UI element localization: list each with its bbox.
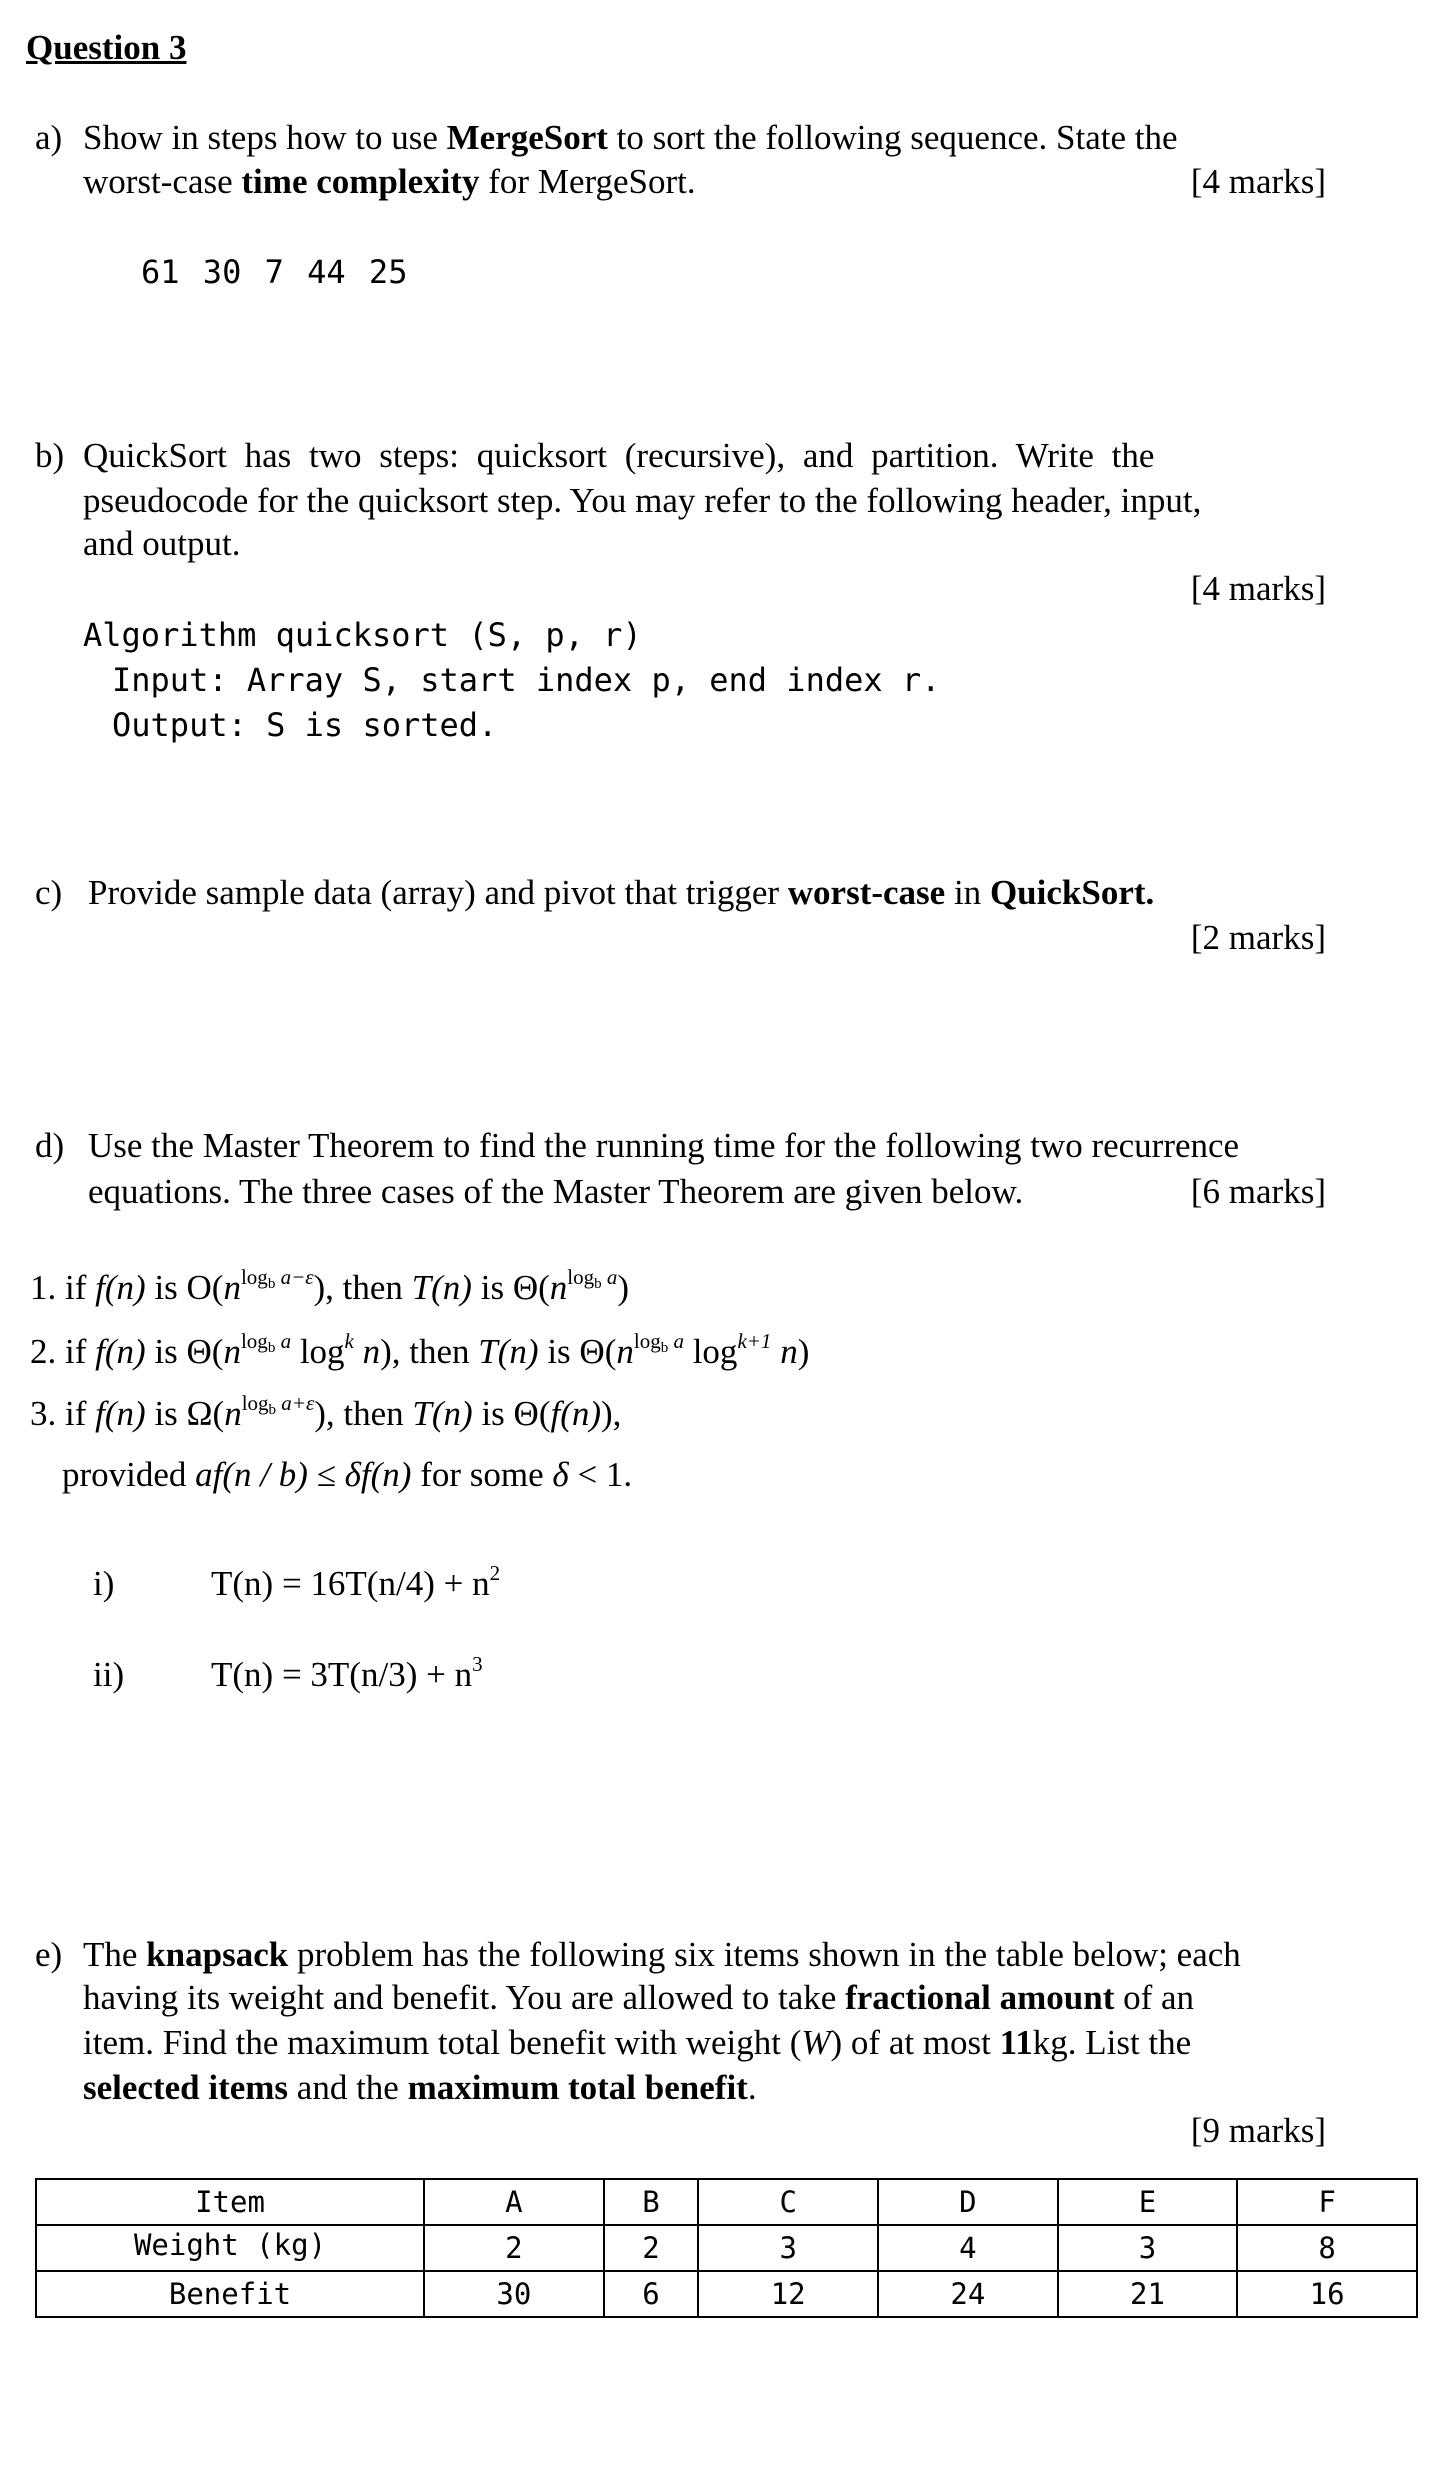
t: of an	[1114, 1978, 1195, 2017]
t: a	[668, 1329, 684, 1353]
t: kg. List the	[1032, 2023, 1192, 2062]
part-b-line3: and output.	[83, 524, 241, 563]
t: n	[223, 1332, 241, 1371]
table-header: F	[1237, 2179, 1417, 2225]
table-cell: 24	[878, 2271, 1058, 2317]
t: log	[240, 1329, 268, 1353]
table-row	[36, 2179, 1417, 2225]
t: log	[241, 1391, 269, 1415]
part-e-marks: [9 marks]	[1190, 2111, 1326, 2150]
part-c-marks: [2 marks]	[1190, 918, 1326, 957]
t: is Θ(	[472, 1394, 551, 1433]
t: W	[801, 2023, 831, 2062]
t: b	[660, 1340, 669, 1356]
table-cell: 2	[424, 2225, 604, 2271]
t: is Θ(	[471, 1268, 550, 1307]
t: n	[224, 1394, 242, 1433]
part-a-marks: [4 marks]	[1190, 162, 1326, 201]
t: a	[601, 1265, 618, 1289]
equation-label: i)	[93, 1564, 115, 1603]
table-cell: 16	[1237, 2271, 1417, 2317]
t: problem has the following six items shown in the table below; each	[288, 1935, 1241, 1974]
bold-text: MergeSort	[446, 118, 608, 157]
t: T(n) = 16T(n/4) + n	[211, 1564, 490, 1603]
t: T(n) = 3T(n/3) + n	[211, 1655, 473, 1694]
t: 3. if	[30, 1394, 96, 1433]
t: af(n / b) ≤ δf(n)	[195, 1455, 412, 1494]
table-cell: 3	[698, 2225, 878, 2271]
table-header: A	[424, 2179, 604, 2225]
table-cell: 3	[1058, 2225, 1238, 2271]
t: )	[617, 1268, 629, 1307]
t: is Θ(	[538, 1332, 617, 1371]
bold-text: 11	[999, 2023, 1033, 2062]
t: ), then	[380, 1332, 479, 1371]
t: item. Find the maximum total benefit with weight (	[83, 2023, 802, 2062]
sequence: 61 30 7 44 25	[141, 253, 408, 291]
code-line: Output: S is sorted.	[112, 706, 498, 744]
t: b	[268, 1402, 277, 1418]
master-case-3	[30, 1392, 621, 1436]
t: ), then	[314, 1394, 413, 1433]
bold-text: worst-case	[787, 873, 946, 912]
t: f(n)	[95, 1332, 146, 1371]
bold-text: knapsack	[146, 1935, 289, 1974]
table-cell: 4	[878, 2225, 1058, 2271]
t: log	[291, 1332, 345, 1371]
exponent: k	[344, 1329, 354, 1353]
table-cell: 8	[1237, 2225, 1417, 2271]
part-a-label: a)	[35, 118, 63, 157]
master-case-3-condition	[62, 1453, 632, 1497]
equation-label: ii)	[93, 1655, 125, 1694]
t: 2. if	[30, 1332, 96, 1371]
bold-text: time complexity	[241, 162, 480, 201]
table-header: Item	[36, 2179, 424, 2225]
t: a	[275, 1329, 292, 1353]
t: is Ω(	[145, 1394, 225, 1433]
part-b-line2: pseudocode for the quicksort step. You may refer to the following header, input,	[83, 481, 1202, 520]
t: log	[567, 1265, 595, 1289]
part-d-line2: equations. The three cases of the Master Theorem are given below.	[88, 1172, 1024, 1211]
table-row	[36, 2271, 1417, 2317]
t: f(n)	[95, 1268, 146, 1307]
t: n	[616, 1332, 634, 1371]
part-c-line1	[88, 871, 1154, 915]
t: log	[683, 1332, 738, 1371]
exponent: 2	[489, 1561, 501, 1585]
knapsack-table	[35, 2178, 1418, 2318]
table-cell: 21	[1058, 2271, 1238, 2317]
text: Provide sample data (array) and pivot that trigger	[88, 873, 788, 912]
t: 1. if	[30, 1268, 96, 1307]
t: f(n)	[95, 1394, 146, 1433]
part-a-line1	[83, 116, 1178, 160]
t: n	[223, 1268, 241, 1307]
exponent	[567, 1265, 618, 1292]
table-cell: 2	[604, 2225, 699, 2271]
t: T(n)	[412, 1394, 473, 1433]
t: is Θ(	[145, 1332, 224, 1371]
part-c-label: c)	[35, 873, 63, 912]
t: ),	[601, 1394, 622, 1433]
table-header: D	[878, 2179, 1058, 2225]
t: provided	[62, 1455, 196, 1494]
table-header: B	[604, 2179, 699, 2225]
part-e-line1	[83, 1933, 1241, 1977]
table-cell: 30	[424, 2271, 604, 2317]
exponent	[240, 1265, 314, 1292]
t: ) of at most	[830, 2023, 1000, 2062]
t: ), then	[313, 1268, 412, 1307]
master-case-2	[30, 1330, 809, 1374]
exponent: 3	[472, 1652, 483, 1676]
bold-text: QuickSort.	[989, 873, 1155, 912]
text: worst-case	[83, 162, 242, 201]
part-d-line1: Use the Master Theorem to find the running time for the following two recurrence	[88, 1126, 1240, 1165]
exponent	[241, 1391, 315, 1418]
t: f(n)	[550, 1394, 602, 1433]
equation	[211, 1653, 483, 1697]
t: δ	[552, 1455, 569, 1494]
table-row	[36, 2225, 1417, 2271]
text: Show in steps how to use	[83, 118, 447, 157]
t: < 1.	[568, 1455, 633, 1494]
table-cell: Weight (kg)	[36, 2225, 424, 2271]
exponent	[240, 1329, 292, 1356]
bold-text: fractional amount	[845, 1978, 1115, 2017]
t: log	[240, 1265, 268, 1289]
text: in	[945, 873, 990, 912]
t: T(n)	[478, 1332, 539, 1371]
t: n	[549, 1268, 568, 1307]
t: b	[594, 1276, 602, 1292]
table-cell: 12	[698, 2271, 878, 2317]
t: and the	[288, 2068, 408, 2107]
part-d-label: d)	[35, 1126, 65, 1165]
part-a-line2	[83, 160, 696, 204]
t: b	[267, 1276, 276, 1292]
part-d-marks: [6 marks]	[1190, 1172, 1326, 1211]
part-e-line2	[83, 1976, 1194, 2020]
table-cell: 6	[604, 2271, 699, 2317]
table-header: E	[1058, 2179, 1238, 2225]
equation	[211, 1562, 500, 1606]
t: b	[267, 1340, 276, 1356]
master-case-1	[30, 1266, 629, 1310]
part-b-marks: [4 marks]	[1190, 569, 1326, 608]
bold-text: selected items	[83, 2068, 289, 2107]
question-title: Question 3	[26, 28, 187, 67]
t: having its weight and benefit. You are allowed to take	[83, 1978, 846, 2017]
t: n	[353, 1332, 381, 1371]
t: a−ε	[275, 1265, 314, 1289]
code-line: Algorithm quicksort (S, p, r)	[83, 616, 642, 654]
part-e-line4	[83, 2066, 757, 2110]
t: The	[83, 1935, 147, 1974]
t: is O(	[145, 1268, 224, 1307]
part-e-line3	[83, 2021, 1191, 2065]
text: for MergeSort.	[479, 162, 696, 201]
t: .	[747, 2068, 757, 2107]
exponent	[633, 1329, 684, 1356]
part-b-line1: QuickSort has two steps: quicksort (recursive), and partition. Write the	[83, 436, 1155, 475]
t: T(n)	[411, 1268, 472, 1307]
code-line: Input: Array S, start index p, end index r.	[112, 661, 941, 699]
bold-text: maximum total benefit	[407, 2068, 748, 2107]
t: log	[633, 1329, 661, 1353]
t: a+ε	[276, 1391, 315, 1415]
table-cell: Benefit	[36, 2271, 424, 2317]
t: n	[771, 1332, 798, 1371]
table-header: C	[698, 2179, 878, 2225]
part-e-label: e)	[35, 1935, 63, 1974]
text: to sort the following sequence. State the	[607, 118, 1178, 157]
t: )	[797, 1332, 810, 1371]
exponent: k+1	[737, 1329, 772, 1353]
t: for some	[411, 1455, 553, 1494]
part-b-label: b)	[35, 436, 65, 475]
